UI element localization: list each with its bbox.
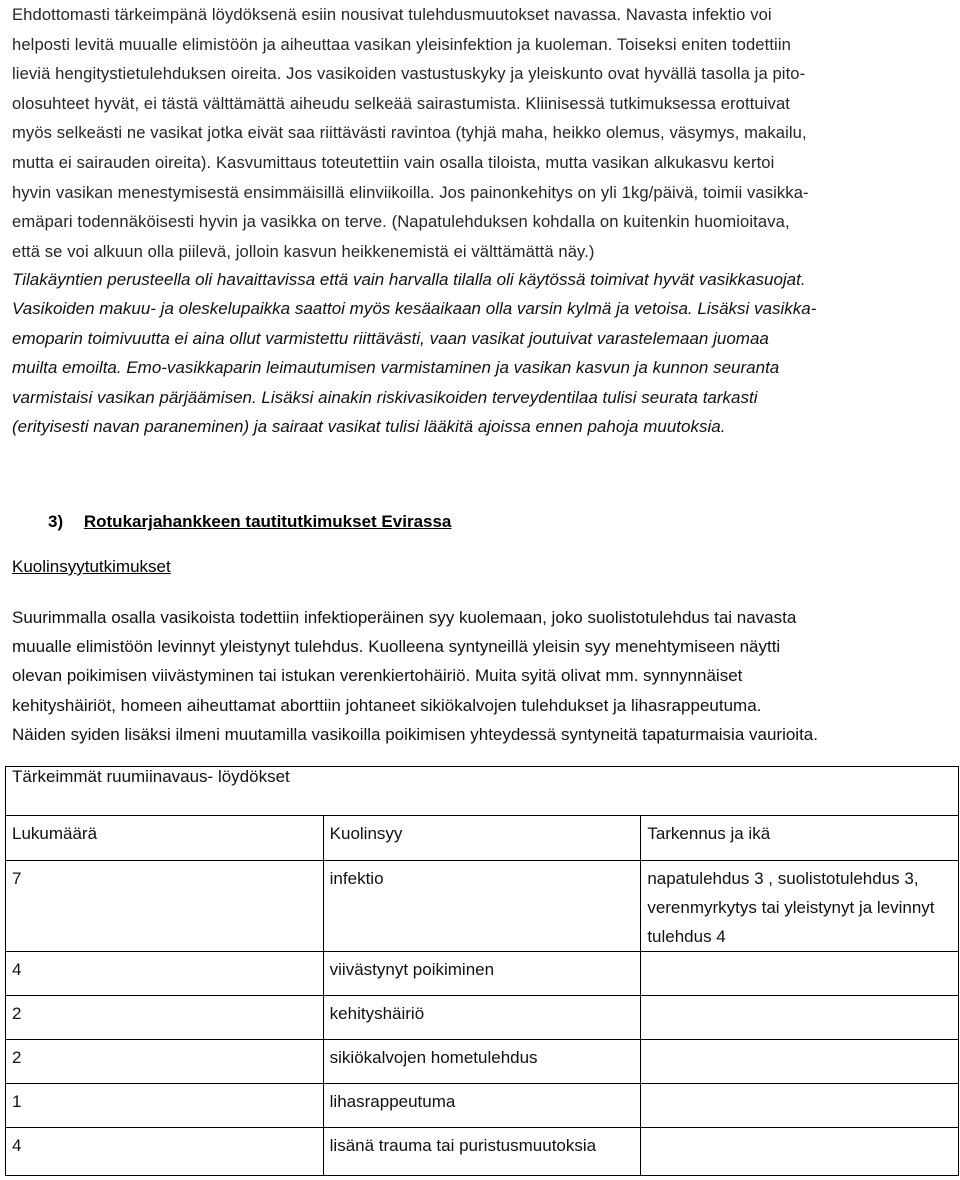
cell-text: 2 xyxy=(12,1004,22,1023)
cell-text: lisänä trauma tai puristusmuutoksia xyxy=(329,1136,597,1155)
column-header-cause xyxy=(323,816,641,861)
cell-text: 4 xyxy=(12,960,22,979)
table-row xyxy=(6,952,959,996)
text-line: emoparin toimivuutta ei aina ollut varmistettu riittävästi, vaan vasikat joutuivat varastelemaan juomaa xyxy=(12,328,769,348)
text-line: muualle elimistöön levinnyt yleistynyt tulehdus. Kuolleena syntyneillä yleisin syy menehtymiseen näytti xyxy=(12,637,781,657)
table-cell xyxy=(641,952,959,996)
table-cell xyxy=(6,861,324,952)
table-cell xyxy=(6,1128,324,1176)
cell-text xyxy=(647,1128,958,1131)
table-cell xyxy=(641,1128,959,1176)
text-line: että se voi alkuun olla piilevä, jolloin kasvun heikkenemistä ei välttämättä näy.) xyxy=(12,241,595,261)
text-line: (erityisesti navan paraneminen) ja sairaat vasikat tulisi lääkitä ajoissa ennen pahoja muutoksia. xyxy=(12,417,726,437)
text-line: lieviä hengitystietulehduksen oireita. Jos vasikoiden vastustuskyky ja yleiskunto ovat hyvällä tasolla ja pito- xyxy=(12,64,806,84)
table-cell xyxy=(6,952,324,996)
section-heading xyxy=(48,512,451,532)
paragraph-causes-of-death xyxy=(12,603,947,749)
table-cell xyxy=(323,996,641,1040)
cell-text: kehityshäiriö xyxy=(329,1004,425,1023)
header-label: Lukumäärä xyxy=(12,824,98,843)
cell-text: viivästynyt poikiminen xyxy=(329,960,495,979)
text-line: muilta emoilta. Emo-vasikkaparin leimautumisen varmistaminen ja vasikan kasvun ja kunnon seuranta xyxy=(12,358,780,378)
cell-text xyxy=(647,1040,958,1043)
text-line: hyvin vasikan menestymisestä ensimmäisillä elinviikoilla. Jos painonkehitys on yli 1kg/päivä, toimii vasikka- xyxy=(12,182,809,202)
text-line: Suurimmalla osalla vasikoista todettiin infektioperäinen syy kuolemaan, joko suolistotulehdus tai navasta xyxy=(12,608,797,627)
cell-text: lihasrappeutuma xyxy=(329,1092,456,1111)
cell-text: 7 xyxy=(12,869,22,888)
table-caption: Tärkeimmät ruumiinavaus- löydökset xyxy=(6,767,959,816)
table-row xyxy=(6,1084,959,1128)
text-line: Vasikoiden makuu- ja oleskelupaikka saattoi myös kesäaikaan olla varsin kylmä ja vetoisa. Lisäksi vasikka- xyxy=(12,299,817,319)
cell-text: 2 xyxy=(12,1048,22,1067)
text-line: helposti levitä muualle elimistöön ja aiheuttaa vasikan yleisinfektion ja kuoleman. Toiseksi eniten todettiin xyxy=(12,34,791,54)
table-row xyxy=(6,861,959,952)
table-header-row xyxy=(6,816,959,861)
cell-text: sikiökalvojen hometulehdus xyxy=(329,1048,538,1067)
paragraph-findings-summary xyxy=(12,0,947,266)
table-cell xyxy=(323,1084,641,1128)
table-cell xyxy=(323,1128,641,1176)
table-cell xyxy=(641,861,959,952)
subsection-heading: Kuolinsyytutkimukset xyxy=(12,557,171,576)
table-caption-row xyxy=(6,767,959,816)
header-label: Tarkennus ja ikä xyxy=(647,824,771,843)
text-line: kehityshäiriöt, homeen aiheuttamat aborttiin johtaneet sikiökalvojen tulehdukset ja lihasrappeutuma. xyxy=(12,695,762,715)
table-cell xyxy=(323,861,641,952)
text-line: myös selkeästi ne vasikat jotka eivät saa riittävästi ravintoa (tyhjä maha, heikko olemus, väsymys, makailu, xyxy=(12,123,807,143)
cell-text xyxy=(647,996,958,999)
table-cell xyxy=(641,1084,959,1128)
table-row xyxy=(6,1040,959,1084)
text-line: emäpari todennäköisesti hyvin ja vasikka on terve. (Napatulehduksen kohdalla on kuitenkin huomioitava, xyxy=(12,212,790,232)
text-line: Ehdottomasti tärkeimpänä löydöksenä esiin nousivat tulehdusmuutokset navassa. Navasta infektio voi xyxy=(12,5,772,24)
column-header-count xyxy=(6,816,324,861)
cell-text: infektio xyxy=(329,869,384,888)
cell-text: napatulehdus 3 , suolistotulehdus 3, verenmyrkytys tai yleistynyt ja levinnyt tulehdus 4 xyxy=(647,869,935,946)
cell-text: 1 xyxy=(12,1092,22,1111)
findings-table xyxy=(5,766,959,1176)
table-cell xyxy=(6,1040,324,1084)
table-cell xyxy=(641,996,959,1040)
text-line: Näiden syiden lisäksi ilmeni muutamilla vasikoilla poikimisen yhteydessä syntyneitä tapaturmaisia vaurioita. xyxy=(12,724,818,744)
section-title: Rotukarjahankkeen tautitutkimukset Evirassa xyxy=(83,512,452,531)
table-row xyxy=(6,996,959,1040)
table-cell xyxy=(323,952,641,996)
text-line: Tilakäyntien perusteella oli havaittavissa että vain harvalla tilalla oli käytössä toimivat hyvät vasikkasuojat. xyxy=(12,270,806,289)
paragraph-farm-visits xyxy=(12,265,947,441)
cell-text xyxy=(647,1084,958,1087)
table-row xyxy=(6,1128,959,1176)
section-number: 3) xyxy=(48,512,64,531)
table-cell xyxy=(323,1040,641,1084)
column-header-detail xyxy=(641,816,959,861)
table-cell xyxy=(641,1040,959,1084)
table-cell xyxy=(6,1084,324,1128)
cell-text: 4 xyxy=(12,1136,22,1155)
text-line: varmistaisi vasikan pärjäämisen. Lisäksi ainakin riskivasikoiden terveydentilaa tulisi seurata tarkasti xyxy=(12,387,758,407)
table-cell xyxy=(6,996,324,1040)
cell-text xyxy=(647,952,958,955)
text-line: mutta ei sairauden oireita). Kasvumittaus toteutettiin vain osalla tiloista, mutta vasikan alkukasvu kertoi xyxy=(12,152,775,172)
text-line: olevan poikimisen viivästyminen tai istukan verenkiertohäiriö. Muita syitä olivat mm. synnynnäiset xyxy=(12,666,743,686)
header-label: Kuolinsyy xyxy=(329,824,403,843)
text-line: olosuhteet hyvät, ei tästä välttämättä aiheudu selkeää sairastumista. Kliinisessä tutkimuksessa erottuivat xyxy=(12,93,790,113)
